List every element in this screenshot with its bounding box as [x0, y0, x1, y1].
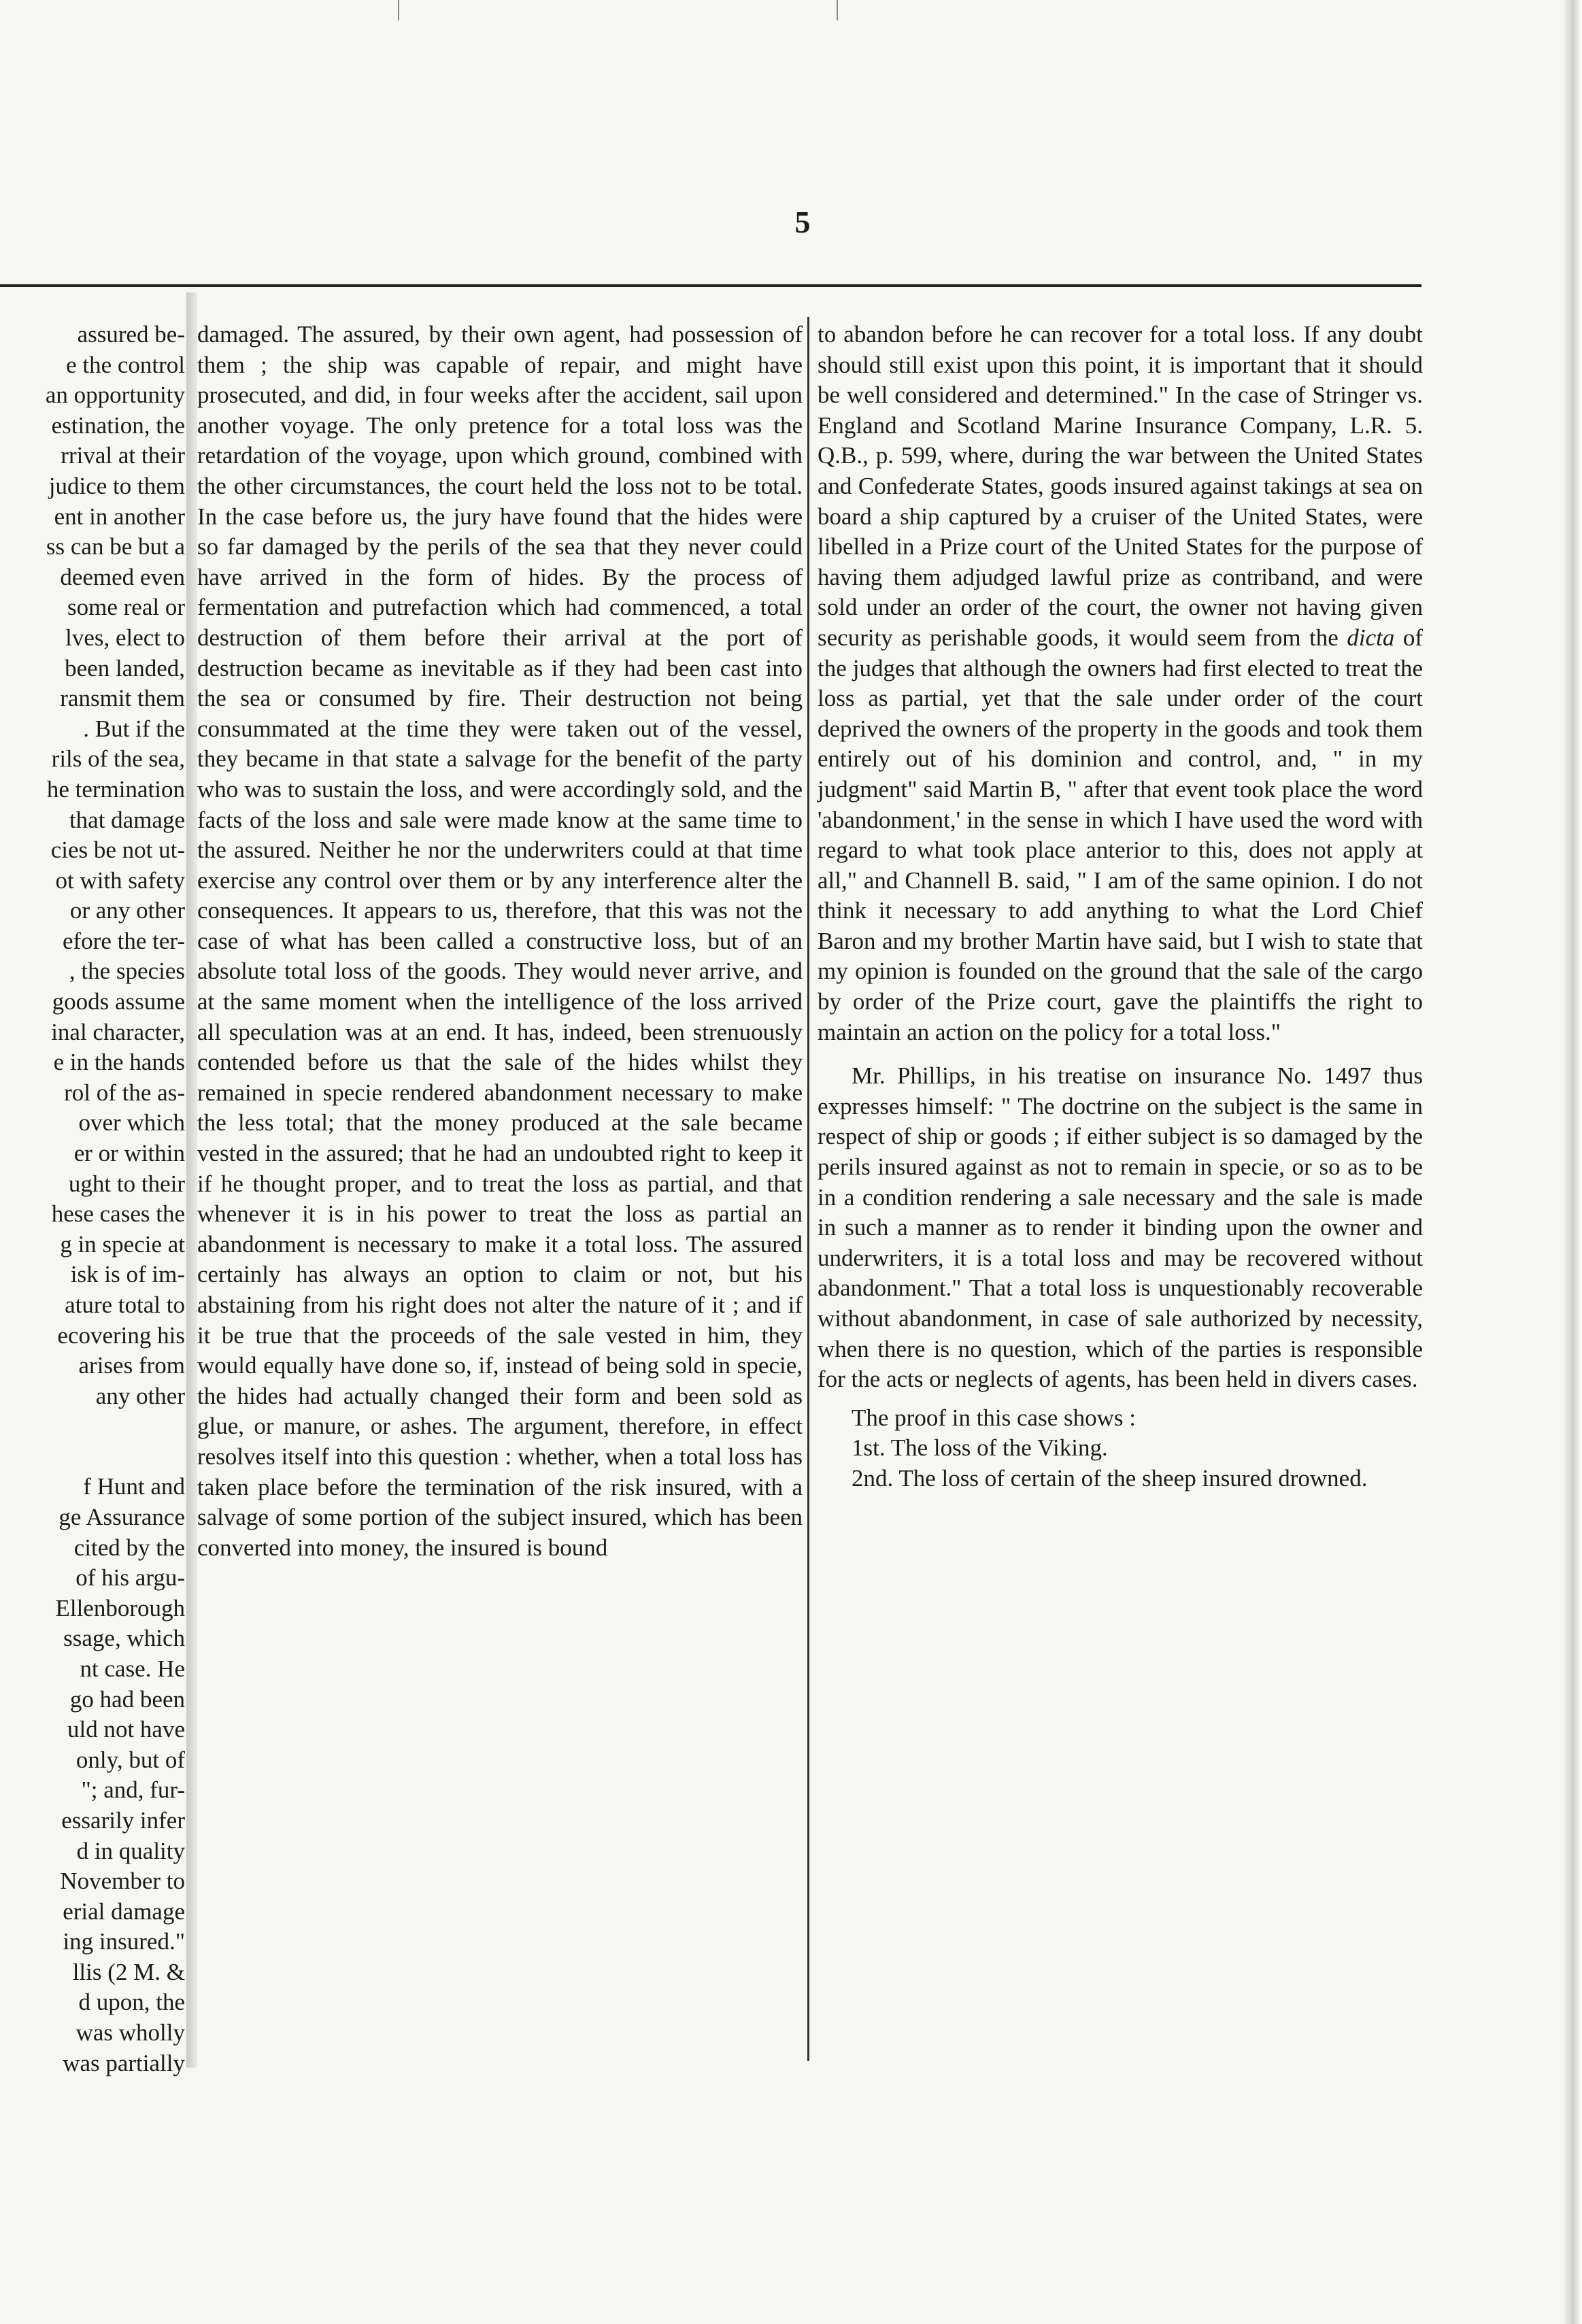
left-fragment-line: November to	[60, 1868, 185, 1895]
left-fragment-line: rol of the as-	[64, 1079, 185, 1106]
left-fragment-line: essarily infer	[61, 1806, 185, 1834]
left-fragment-line: ss can be but a	[46, 533, 185, 560]
left-fragment-line: rils of the sea,	[51, 745, 185, 773]
left-fragment-line: Ellenborough	[55, 1594, 185, 1621]
proof-item-1: 1st. The loss of the Viking.	[852, 1434, 1108, 1462]
left-fragment-line: cies be not ut-	[50, 837, 185, 864]
left-fragment-line: llis (2 M. &	[72, 1958, 185, 1985]
left-fragment-line: ot with safety	[55, 866, 185, 894]
middle-column-text: damaged. The assured, by their own agent, had possession of them ; the ship was capable of repair, and might have prosecuted, and did, in four weeks after the accident, sail upon another voyage. The only pretence for a total loss was the retardation of the voyage, upon which ground, combined with the other circumstances, the court held the loss not to be total. In the case before us, the jury have found that the hides were so far damaged by the perils of the sea that they never could have arrived in the form of hides. By the process of fermentation and putrefaction which had commenced, a total destruction of them before their arrival at the port of destruction became as inevitable as if they had been cast into the sea or consumed by fire. Their destruction not being consummated at the time they were taken out of the vessel, they became in that state a salvage for the benefit of the party who was to sustain the loss, and were accordingly sold, and the facts of the loss and sale were made know at the same time to the assured. Neither he nor the underwriters could at that time exercise any control over them or by any interference alter the consequences. It appears to us, therefore, that this was not the case of what has been called a constructive loss, but of an absolute total loss of the goods. They would never arrive, and at the same moment when the intelligence of the loss arrived all speculation was at an end. It has, indeed, been strenuously contended before us that the sale of the hides whilst they remained in specie rendered abandonment necessary to make the less total; that the money produced at the sale became vested in the assured; that he had an undoubted right to keep it if he thought proper, and to treat the loss as partial, and that whenever it is in his power to treat the loss as partial an abandonment is necessary to make it a total loss. The assured certainly has always an option to claim or not, but his abstaining from his right does not alter the nature of it ; and if it be true that the proceeds of the sale vested in him, they would equally have done so, if, instead of being sold in specie, the hides had actually changed their form and been sold as glue, or manure, or ashes. The argument, therefore, in effect resolves itself into this question : whether, when a total loss has taken place before the termination of the risk insured, with a salvage of some portion of the subject insured, which has been converted into money, the insured is bound	[197, 321, 803, 1561]
left-fragment-line: lves, elect to	[65, 624, 185, 651]
right-column	[818, 320, 1423, 1494]
page-binding-edge	[1564, 0, 1582, 2324]
left-fragment-line: ing insured."	[63, 1928, 185, 1955]
left-fragment-line: erial damage	[63, 1898, 185, 1925]
left-fragment-line: of his argu-	[75, 1564, 185, 1592]
left-fragment-line: he termination	[46, 775, 185, 803]
left-fragment-line: . But if the	[83, 715, 185, 742]
left-fragment-line: was partially	[63, 2049, 185, 2076]
left-fragment-line: or any other	[69, 897, 185, 924]
left-fragment-line: nt case. He	[80, 1655, 185, 1682]
left-fragment-line: that damage	[69, 806, 185, 833]
left-fragment-line: an opportunity	[45, 382, 185, 409]
top-edge-marks	[0, 0, 1582, 27]
left-fragment-line: e the control	[66, 351, 185, 378]
left-fragment-line: d upon, the	[78, 1989, 185, 2016]
left-fragment-line: "; and, fur-	[81, 1776, 185, 1804]
left-fragment-line: arises from	[78, 1352, 185, 1379]
left-fragment-line: er or within	[73, 1140, 185, 1167]
right-column-paragraph-1	[818, 320, 1423, 1047]
left-fragment-line: isk is of im-	[70, 1261, 185, 1288]
paragraph-1-text-a: to abandon before he can recover for a total loss. If any doubt should still exist upon this point, it is important that it should be well considered and determined." In the case of Stringer vs. England and Scotland Marine Insurance Company, L.R. 5. Q.B., p. 599, where, during the war between the United States and Confederate States, goods insured against takings at sea on board a ship captured by a cruiser of the United States, were libelled in a Prize court of the United States for the purpose of having them adjudged lawful prize as contriband, and were sold under an order of the court, the owner not having given security as perishable goods, it would seem from the	[818, 321, 1423, 651]
left-fragment-line: rrival at their	[61, 442, 185, 469]
left-fragment-line: ent in another	[54, 503, 185, 530]
left-fragment-line: deemed even	[60, 563, 185, 590]
left-fragment-line	[0, 1411, 185, 1472]
left-fragment-line: ecovering his	[57, 1321, 185, 1349]
left-fragment-line: uld not have	[67, 1716, 185, 1743]
left-fragment-line: over which	[78, 1109, 185, 1136]
left-fragment-line: f Hunt and	[83, 1473, 185, 1500]
left-fragment-line: some real or	[67, 594, 185, 621]
left-fragment-line: been landed,	[65, 654, 185, 681]
left-fragment-line: goods assume	[52, 988, 185, 1015]
left-fragment-line: assured be-	[77, 321, 185, 348]
right-column-paragraph-2: Mr. Phillips, in his treatise on insurance No. 1497 thus expresses himself: " The doctrine on the subject is the same in respect of ship or goods ; if either subject is so damaged by the perils insured against as not to remain in specie, or so as to be in a condition rendering a sale necessary and the sale is made in such a manner as to render it binding upon the owner and underwriters, it is a total loss and may be recovered without abandonment." That a total loss is unquestionably recoverable without abandonment, in case of sale authorized by necessity, when there is no question, which of the parties is responsible for the acts or neglects of agents, has been held in divers cases.	[818, 1062, 1423, 1393]
left-fragment-line: efore the ter-	[62, 927, 185, 954]
paragraph-1-text-b: of the judges that although the owners had first elected to treat the loss as partial, yet that the sale under order of the court deprived the owners of the property in the goods and took them entirely out of his dominion and control, and, " in my judgment" said Martin B, " after that event took place the word 'abandonment,' in the sense in which I have used the word with regard to what took place anterior to this, does not apply at all," and Channell B. said, " I am of the same opinion. I do not think it necessary to add anything to what the Lord Chief Baron and my brother Martin have said, but I wish to state that my opinion is founded on the ground that the sale of the cargo by order of the Prize court, gave the plaintiffs the right to maintain an action on the policy for a total loss."	[818, 624, 1424, 1045]
left-fragment-line: go had been	[69, 1685, 185, 1713]
left-fragment-line: judice to them	[48, 472, 185, 499]
left-fragment-line: cited by the	[73, 1534, 185, 1561]
left-fragment-line: ransmit them	[60, 685, 185, 712]
proof-intro: The proof in this case shows :	[852, 1404, 1136, 1431]
left-fragment-line: ught to their	[68, 1170, 185, 1197]
left-fragment-line: only, but of	[75, 1746, 185, 1773]
left-fragment-line: hese cases the	[51, 1200, 185, 1228]
gutter-shadow	[186, 292, 197, 2068]
left-fragment-line: any other	[95, 1382, 185, 1409]
proof-list	[818, 1403, 1423, 1494]
proof-item-2: 2nd. The loss of certain of the sheep insured drowned.	[852, 1464, 1368, 1492]
left-fragment-line: d in quality	[76, 1837, 185, 1864]
left-fragment-line: , the species	[69, 958, 185, 985]
column-divider	[807, 317, 809, 2061]
left-fragment-line: ssage, which	[63, 1625, 185, 1652]
page-number: 5	[794, 205, 811, 239]
left-fragment-line: inal character,	[51, 1018, 185, 1045]
left-column-fragments	[0, 320, 185, 2078]
left-fragment-line: g in specie at	[60, 1230, 185, 1258]
dicta-italic: dicta	[1347, 624, 1395, 651]
header-rule	[0, 284, 1421, 287]
left-fragment-line: ge Assurance	[58, 1503, 185, 1530]
left-fragment-line: ature total to	[65, 1292, 185, 1318]
left-fragment-line: e in the hands	[53, 1049, 185, 1076]
left-fragment-line: was wholly	[75, 2019, 185, 2047]
middle-column	[197, 320, 803, 1563]
left-fragment-line: estination, the	[51, 411, 185, 439]
